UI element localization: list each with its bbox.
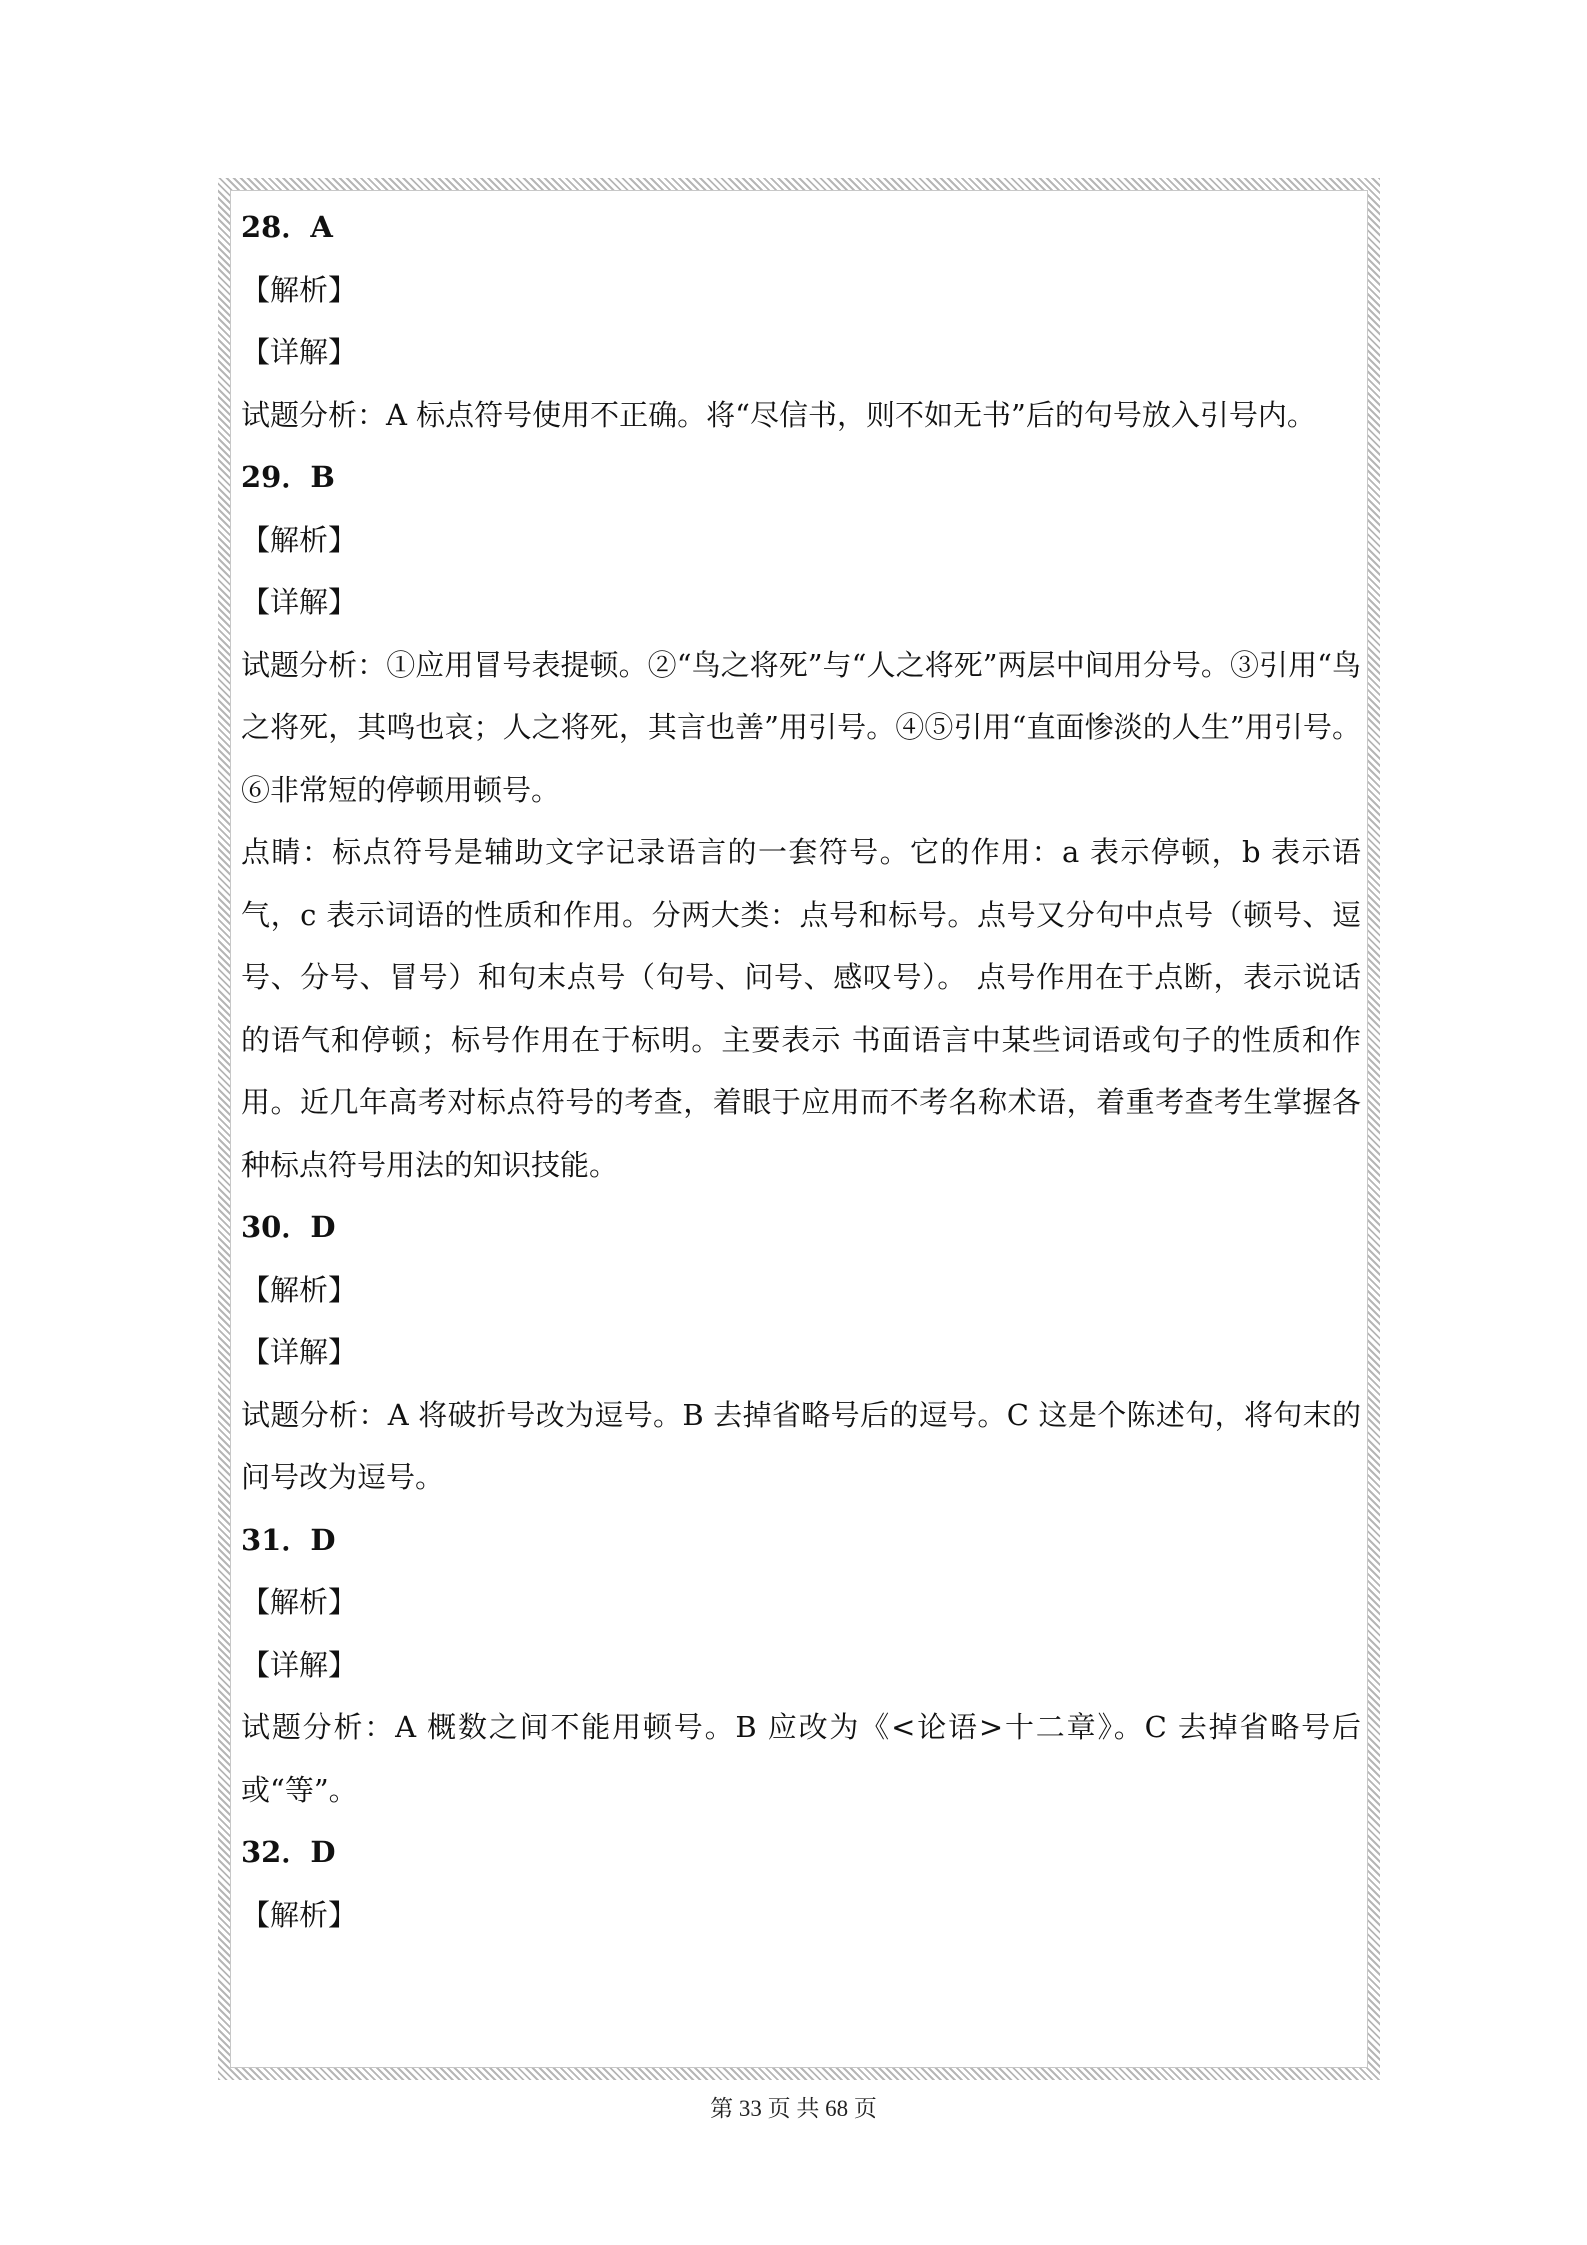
question-number-30: 30．D [241,1210,336,1244]
explanation-31: 试题分析：A 概数之间不能用顿号。B 应改为《<论语>十二章》。C 去掉省略号后或“等”。 [241,1710,1361,1807]
detail-label-30: 【详解】 [241,1335,358,1369]
explanation-28: 试题分析：A 标点符号使用不正确。将“尽信书，则不如无书”后的句号放入引号内。 [241,397,1316,432]
analysis-label-32: 【解析】 [241,1897,358,1932]
detail-label-29: 【详解】 [241,585,358,619]
detail-label-28: 【详解】 [241,335,358,369]
question-number-29: 29．B [241,460,335,494]
detail-label-31: 【详解】 [241,1647,358,1682]
tip-29: 点睛：标点符号是辅助文字记录语言的一套符号。它的作用：a 表示停顿，b 表示语气，c 表示词语的性质和作用。分两大类：点号和标号。点号又分句中点号（顿号、逗号、分号、冒号）和句末点号（句号、问号、感叹号）。 点号作用在于点断，表示说话的语气和停顿；标号作用在于标明。主要表示 书面语言中某些词语或句子的性质和作用。近几年高考对标点符号的考查，着眼于应用而不考名称术语，着重考查考生掌握各种标点符号用法的知识技能。 [241,835,1361,1182]
answer-content [241,196,1361,1946]
explanation-30: 试题分析：A 将破折号改为逗号。B 去掉省略号后的逗号。C 这是个陈述句，将句末的问号改为逗号。 [241,1397,1361,1494]
analysis-label-31: 【解析】 [241,1585,358,1619]
analysis-label-29: 【解析】 [241,522,358,557]
question-number-28: 28．A [241,210,333,244]
question-number-32: 32．D [241,1835,336,1869]
analysis-label-28: 【解析】 [241,272,358,307]
explanation-29: 试题分析：①应用冒号表提顿。②“鸟之将死”与“人之将死”两层中间用分号。③引用“鸟之将死，其鸣也哀；人之将死，其言也善”用引号。④⑤引用“直面惨淡的人生”用引号。⑥非常短的停顿用顿号。 [241,647,1361,807]
question-number-31: 31．D [241,1522,336,1557]
analysis-label-30: 【解析】 [241,1272,358,1307]
page-footer: 第 33 页 共 68 页 [710,2096,877,2121]
